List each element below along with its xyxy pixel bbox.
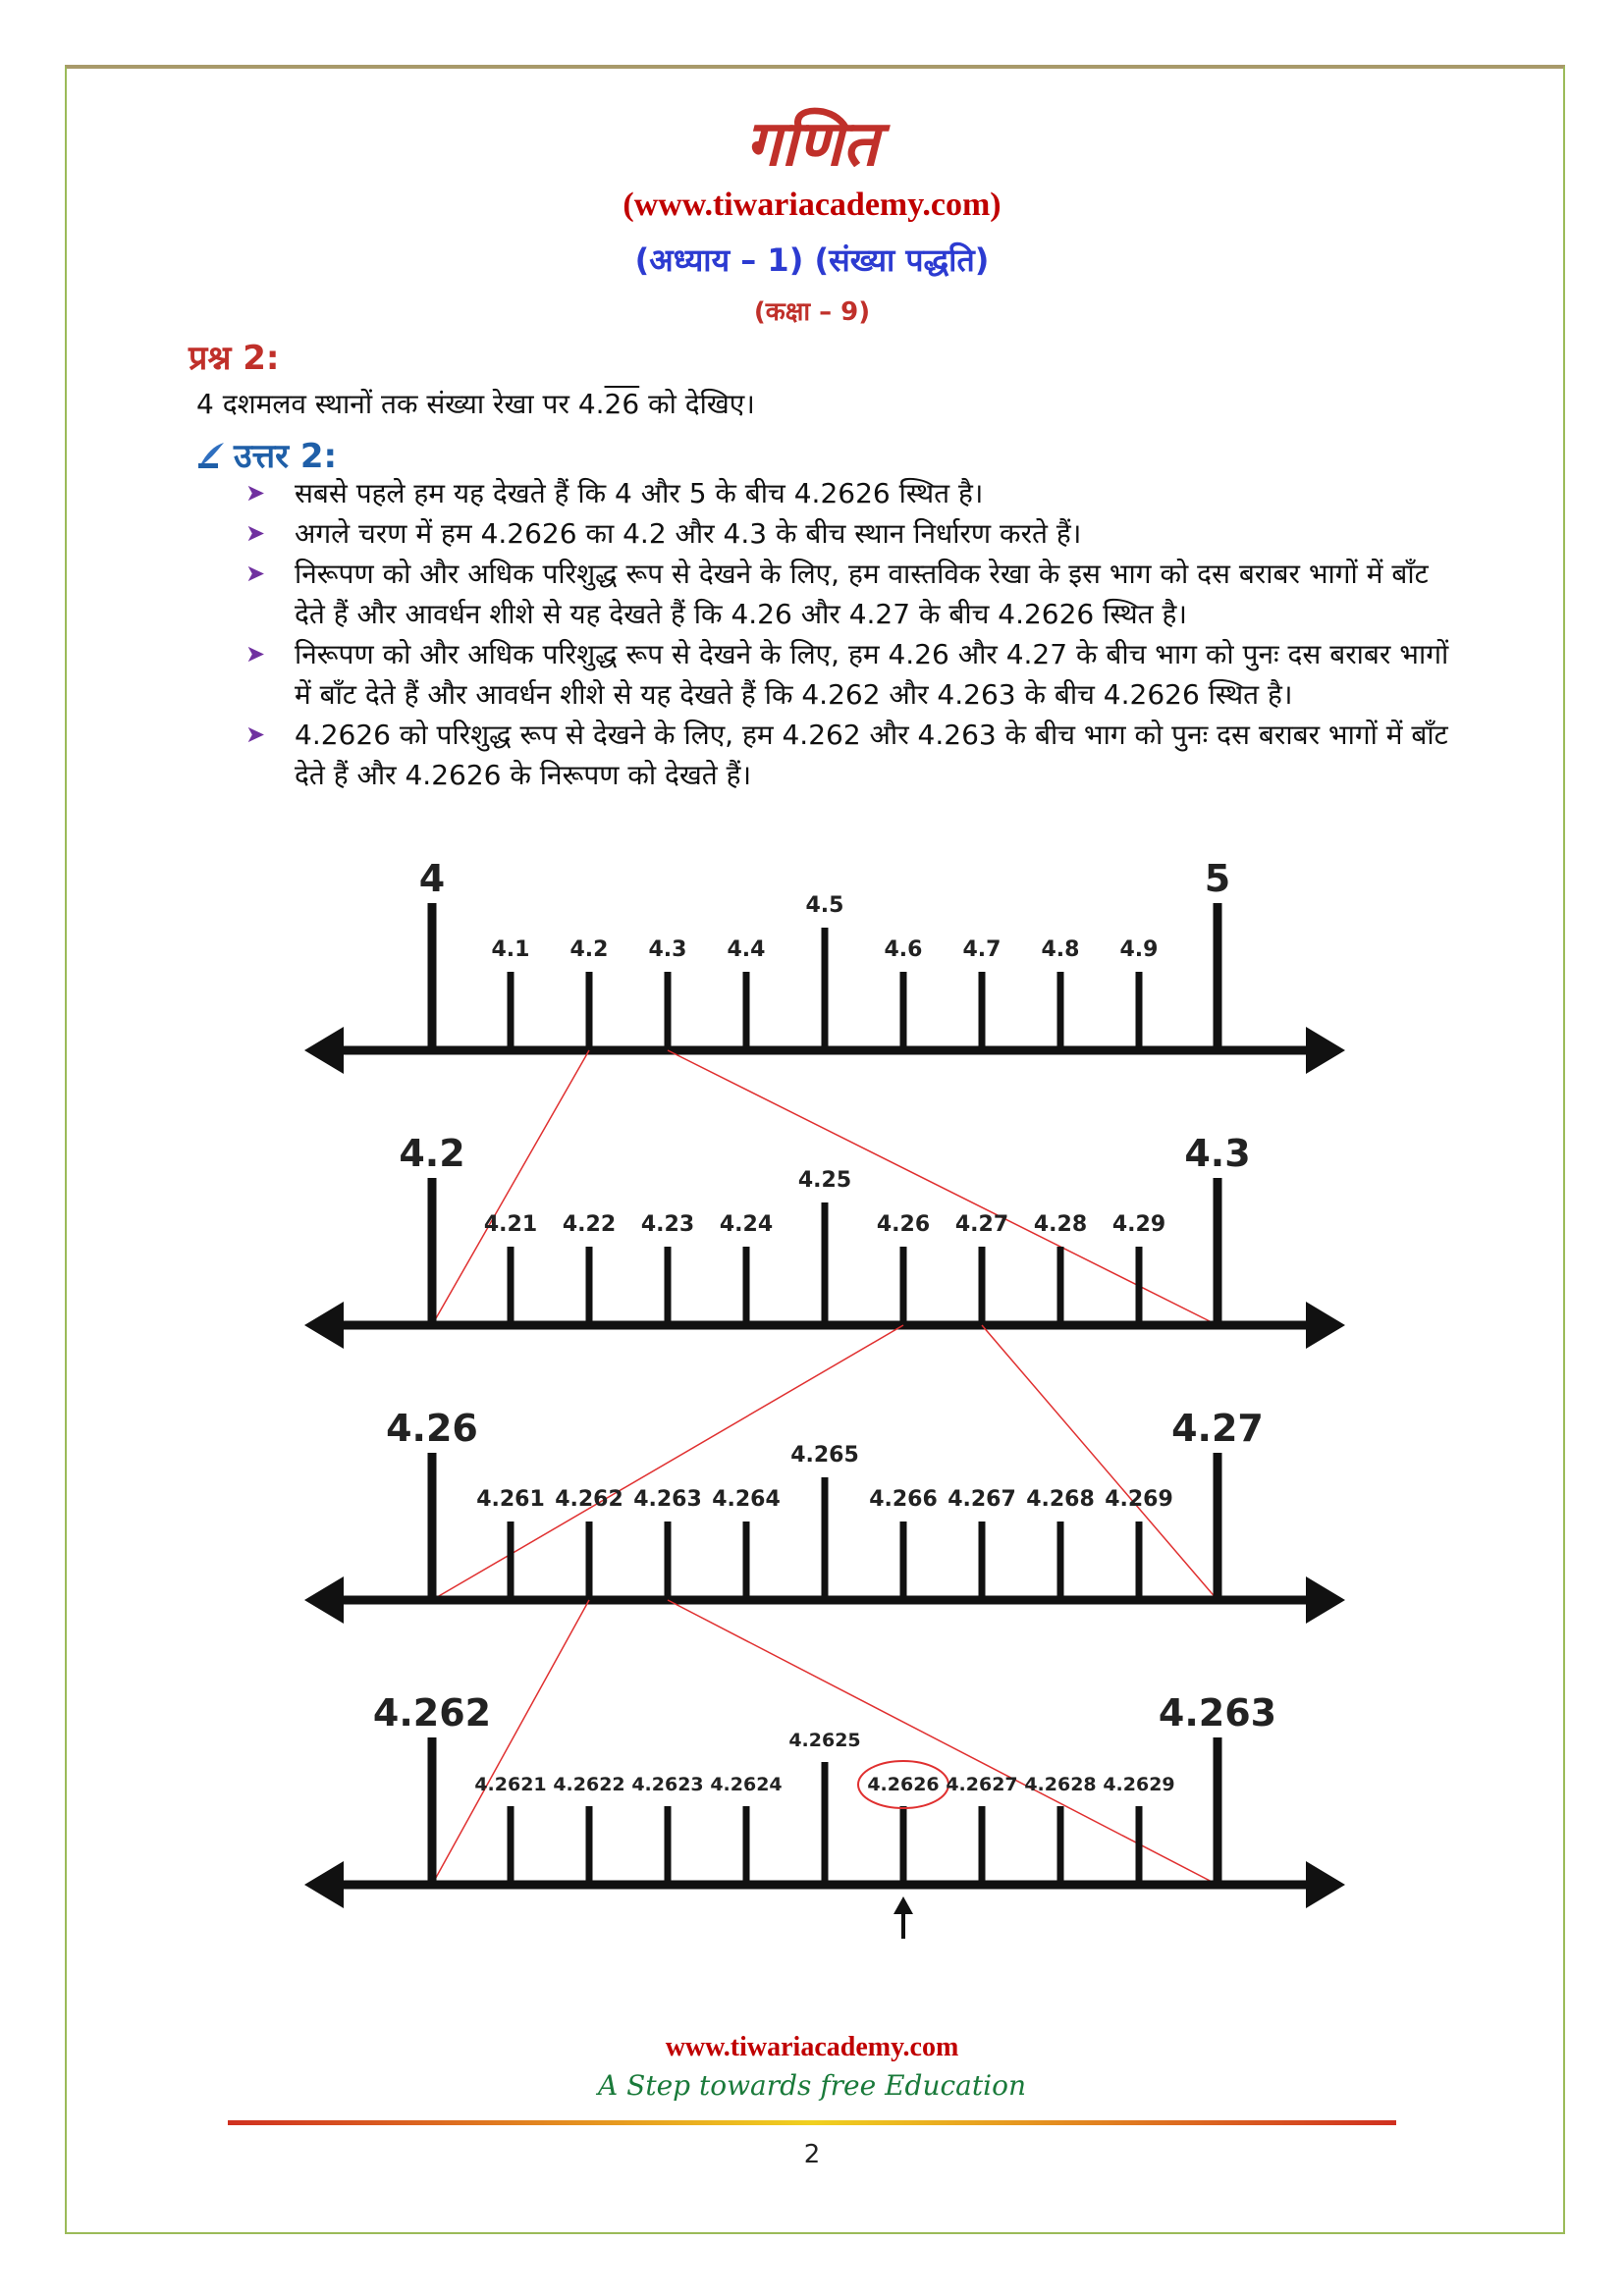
end-label: 4.263 bbox=[1158, 1691, 1277, 1735]
tick-label: 4.2625 bbox=[788, 1730, 861, 1751]
step-text: 4.2626 को परिशुद्ध रूप से देखने के लिए, हम 4.262 और 4.263 के बीच भाग को पुनः दस बराबर भागों में बाँट देते हैं और 4.2626 के निरूपण को देखते हैं। bbox=[295, 719, 1448, 791]
step-text: निरूपण को और अधिक परिशुद्ध रूप से देखने के लिए, हम वास्तविक रेखा के इस भाग को दस बराबर भागों में बाँट देते हैं और आवर्धन शीशे से यह देखते हैं कि 4.26 और 4.27 के बीच 4.2626 स्थित है। bbox=[295, 558, 1429, 630]
tick-label: 4.267 bbox=[947, 1487, 1016, 1512]
tick-label: 4.25 bbox=[797, 1168, 852, 1193]
left-arrow-icon bbox=[304, 1576, 344, 1624]
start-label: 4.262 bbox=[372, 1691, 492, 1735]
tick-label: 4.24 bbox=[719, 1212, 774, 1237]
bullet-arrow-icon: ➤ bbox=[245, 519, 266, 547]
tick-label: 4.23 bbox=[640, 1212, 695, 1237]
tick-label: 4.261 bbox=[476, 1487, 545, 1512]
left-arrow-icon bbox=[304, 1861, 344, 1908]
tick-label: 4.9 bbox=[1119, 937, 1159, 962]
tick-label: 4.2624 bbox=[710, 1774, 783, 1795]
answer-label: उत्तर 2: bbox=[234, 437, 338, 476]
tick-label: 4.2622 bbox=[553, 1774, 625, 1795]
list-item bbox=[245, 473, 1453, 513]
tick-label: 4.2626 bbox=[867, 1774, 940, 1795]
tick-label: 4.264 bbox=[712, 1487, 781, 1512]
quill-logo-icon bbox=[196, 440, 226, 469]
tick-label: 4.269 bbox=[1105, 1487, 1173, 1512]
page-title: गणित bbox=[745, 108, 879, 181]
tick-label: 4.2 bbox=[569, 937, 609, 962]
left-arrow-icon bbox=[304, 1302, 344, 1349]
answer-steps-list bbox=[245, 473, 1453, 795]
tick-label: 4.2629 bbox=[1103, 1774, 1175, 1795]
right-arrow-icon bbox=[1306, 1302, 1345, 1349]
footer-divider bbox=[228, 2120, 1396, 2125]
tick-label: 4.7 bbox=[962, 937, 1001, 962]
zoom-line-right bbox=[668, 1050, 1218, 1325]
right-arrow-icon bbox=[1306, 1861, 1345, 1908]
tick-label: 4.266 bbox=[869, 1487, 938, 1512]
list-item bbox=[245, 634, 1453, 715]
tick-label: 4.29 bbox=[1111, 1212, 1166, 1237]
step-text: अगले चरण में हम 4.2626 का 4.2 और 4.3 के बीच स्थान निर्धारण करते हैं। bbox=[295, 517, 1082, 550]
tick-label: 4.1 bbox=[491, 937, 530, 962]
page-number: 2 bbox=[803, 2140, 821, 2169]
left-arrow-icon bbox=[304, 1027, 344, 1074]
tick-label: 4.268 bbox=[1026, 1487, 1095, 1512]
number-line-diagram bbox=[295, 854, 1355, 1953]
start-label: 4 bbox=[418, 857, 446, 900]
tick-label: 4.2623 bbox=[631, 1774, 704, 1795]
start-label: 4.26 bbox=[386, 1407, 478, 1450]
bullet-arrow-icon: ➤ bbox=[245, 560, 266, 587]
tick-label: 4.262 bbox=[555, 1487, 623, 1512]
tick-label: 4.21 bbox=[483, 1212, 538, 1237]
end-label: 4.27 bbox=[1171, 1407, 1264, 1450]
question-label: प्रश्न 2: bbox=[189, 339, 280, 378]
bullet-arrow-icon: ➤ bbox=[245, 479, 266, 507]
tick-label: 4.8 bbox=[1041, 937, 1080, 962]
bullet-arrow-icon: ➤ bbox=[245, 640, 266, 667]
answer-heading bbox=[196, 432, 337, 477]
list-item bbox=[245, 513, 1453, 554]
pointer-arrow-icon bbox=[893, 1896, 913, 1914]
right-arrow-icon bbox=[1306, 1027, 1345, 1074]
zoom-line-right bbox=[668, 1600, 1218, 1885]
chapter-heading: (अध्याय – 1) (संख्या पद्धति) bbox=[634, 241, 990, 279]
tick-label: 4.5 bbox=[805, 893, 844, 918]
list-item bbox=[245, 554, 1453, 634]
step-text: निरूपण को और अधिक परिशुद्ध रूप से देखने के लिए, हम 4.26 और 4.27 के बीच भाग को पुनः दस बराबर भागों में बाँट देते हैं और आवर्धन शीशे से यह देखते हैं कि 4.262 और 4.263 के बीच 4.2626 स्थित है। bbox=[295, 638, 1449, 711]
end-label: 4.3 bbox=[1184, 1132, 1251, 1175]
tick-label: 4.6 bbox=[884, 937, 923, 962]
zoom-line-right bbox=[982, 1325, 1218, 1600]
right-arrow-icon bbox=[1306, 1576, 1345, 1624]
footer-tagline: A Step towards free Education bbox=[598, 2069, 1026, 2102]
tick-label: 4.22 bbox=[562, 1212, 617, 1237]
tick-label: 4.265 bbox=[790, 1443, 859, 1468]
bullet-arrow-icon: ➤ bbox=[245, 721, 266, 748]
tick-label: 4.3 bbox=[648, 937, 687, 962]
step-text: सबसे पहले हम यह देखते हैं कि 4 और 5 के बीच 4.2626 स्थित है। bbox=[295, 477, 984, 509]
tick-label: 4.26 bbox=[876, 1212, 931, 1237]
tick-label: 4.28 bbox=[1033, 1212, 1088, 1237]
list-item bbox=[245, 715, 1453, 795]
tick-label: 4.2621 bbox=[474, 1774, 547, 1795]
recurring-digits: 26 bbox=[604, 388, 640, 420]
start-label: 4.2 bbox=[399, 1132, 465, 1175]
end-label: 5 bbox=[1204, 857, 1231, 900]
tick-label: 4.27 bbox=[954, 1212, 1009, 1237]
question-text bbox=[196, 385, 755, 422]
question-text-after: को देखिए। bbox=[639, 388, 755, 420]
tick-label: 4.263 bbox=[633, 1487, 702, 1512]
footer-website: www.tiwariacademy.com bbox=[665, 2032, 959, 2062]
header-website: (www.tiwariacademy.com) bbox=[623, 187, 1001, 223]
question-text-before: 4 दशमलव स्थानों तक संख्या रेखा पर 4. bbox=[196, 388, 605, 420]
tick-label: 4.2627 bbox=[946, 1774, 1018, 1795]
class-heading: (कक्षा – 9) bbox=[753, 297, 871, 327]
tick-label: 4.4 bbox=[727, 937, 766, 962]
tick-label: 4.2628 bbox=[1024, 1774, 1097, 1795]
